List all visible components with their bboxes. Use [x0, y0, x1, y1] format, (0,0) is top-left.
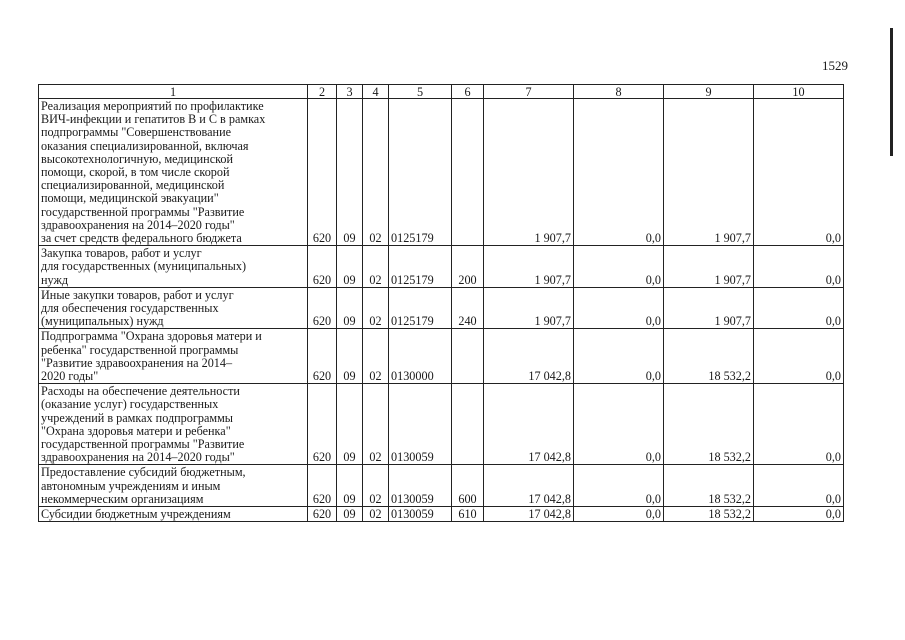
- description-line: государственной программы "Развитие: [41, 437, 245, 452]
- cell-description: [39, 507, 308, 522]
- cell-amount: 0,0: [754, 384, 844, 465]
- cell-expense-type: 610: [452, 507, 484, 522]
- cell-subchapter: 02: [363, 246, 389, 288]
- table-row: [39, 507, 844, 522]
- cell-chapter: 09: [337, 384, 363, 465]
- cell-subchapter: 02: [363, 384, 389, 465]
- cell-target-article: 0130000: [389, 329, 452, 384]
- cell-amount: 17 042,8: [484, 465, 574, 507]
- scan-edge-mark: [890, 28, 893, 156]
- cell-chapter: 09: [337, 287, 363, 329]
- cell-subchapter: 02: [363, 507, 389, 522]
- cell-amount: 0,0: [754, 99, 844, 246]
- cell-amount: 0,0: [754, 507, 844, 522]
- description-line: (оказание услуг) государственных: [41, 397, 219, 412]
- cell-description: [39, 329, 308, 384]
- cell-chapter: 09: [337, 507, 363, 522]
- cell-amount: 1 907,7: [484, 246, 574, 288]
- cell-description: [39, 287, 308, 329]
- cell-chapter: 09: [337, 246, 363, 288]
- cell-expense-type: [452, 329, 484, 384]
- cell-section: 620: [308, 287, 337, 329]
- cell-expense-type: 600: [452, 465, 484, 507]
- description-line: "Развитие здравоохранения на 2014–: [41, 355, 233, 370]
- cell-amount: 0,0: [574, 507, 664, 522]
- description-line: Реализация мероприятий по профилактике: [41, 99, 264, 113]
- cell-amount: 1 907,7: [664, 246, 754, 288]
- description-line: специализированной, медицинской: [41, 178, 225, 193]
- cell-amount: 0,0: [574, 246, 664, 288]
- cell-expense-type: 200: [452, 246, 484, 288]
- cell-section: 620: [308, 329, 337, 384]
- description-line: Закупка товаров, работ и услуг: [41, 246, 202, 261]
- cell-amount: 18 532,2: [664, 329, 754, 384]
- cell-amount: 1 907,7: [664, 99, 754, 246]
- description-line: здравоохранения на 2014–2020 годы": [41, 450, 235, 465]
- description-line: подпрограммы "Совершенствование: [41, 125, 231, 140]
- cell-amount: 0,0: [574, 329, 664, 384]
- cell-subchapter: 02: [363, 99, 389, 246]
- description-line: некоммерческим организациям: [41, 491, 204, 506]
- description-line: за счет средств федерального бюджета: [41, 231, 242, 246]
- column-header: 3: [337, 85, 363, 99]
- description-line: помощи, скорой, в том числе скорой: [41, 165, 230, 180]
- cell-subchapter: 02: [363, 287, 389, 329]
- description-line: для обеспечения государственных: [41, 301, 219, 316]
- column-header: 4: [363, 85, 389, 99]
- cell-description: [39, 99, 308, 246]
- cell-subchapter: 02: [363, 329, 389, 384]
- cell-chapter: 09: [337, 465, 363, 507]
- table-row: [39, 99, 844, 246]
- cell-amount: 1 907,7: [484, 99, 574, 246]
- description-line: Подпрограмма "Охрана здоровья матери и: [41, 329, 262, 344]
- column-header: 5: [389, 85, 452, 99]
- cell-description: [39, 246, 308, 288]
- description-line: 2020 годы": [41, 369, 99, 384]
- cell-expense-type: 240: [452, 287, 484, 329]
- description-line: здравоохранения на 2014–2020 годы": [41, 217, 235, 232]
- description-line: государственной программы "Развитие: [41, 204, 245, 219]
- cell-section: 620: [308, 384, 337, 465]
- description-line: Предоставление субсидий бюджетным,: [41, 465, 246, 480]
- description-line: помощи, медицинской эвакуации": [41, 191, 219, 206]
- cell-section: 620: [308, 246, 337, 288]
- table-header-row: [39, 85, 844, 99]
- cell-subchapter: 02: [363, 465, 389, 507]
- cell-amount: 18 532,2: [664, 384, 754, 465]
- description-line: высокотехнологичную, медицинской: [41, 151, 234, 166]
- cell-description: [39, 465, 308, 507]
- column-header: 8: [574, 85, 664, 99]
- description-line: Расходы на обеспечение деятельности: [41, 384, 240, 399]
- table-row: [39, 384, 844, 465]
- cell-amount: 0,0: [754, 246, 844, 288]
- cell-section: 620: [308, 99, 337, 246]
- description-line: ВИЧ-инфекции и гепатитов B и C в рамках: [41, 112, 266, 127]
- cell-section: 620: [308, 507, 337, 522]
- table-row: [39, 465, 844, 507]
- cell-amount: 0,0: [754, 329, 844, 384]
- description-line: Субсидии бюджетным учреждениям: [41, 507, 231, 522]
- cell-amount: 0,0: [574, 99, 664, 246]
- description-line: для государственных (муниципальных): [41, 259, 247, 274]
- description-line: Иные закупки товаров, работ и услуг: [41, 287, 234, 302]
- column-header: 9: [664, 85, 754, 99]
- description-line: ребенка" государственной программы: [41, 342, 239, 357]
- description-line: автономным учреждениям и иным: [41, 478, 221, 493]
- table-row: [39, 287, 844, 329]
- cell-amount: 17 042,8: [484, 384, 574, 465]
- cell-target-article: 0130059: [389, 384, 452, 465]
- table-row: [39, 246, 844, 288]
- description-line: учреждений в рамках подпрограммы: [41, 410, 233, 425]
- cell-section: 620: [308, 465, 337, 507]
- description-line: (муниципальных) нужд: [41, 314, 164, 329]
- cell-target-article: 0130059: [389, 507, 452, 522]
- column-header: 6: [452, 85, 484, 99]
- column-header: 1: [39, 85, 308, 99]
- cell-amount: 0,0: [754, 287, 844, 329]
- description-line: нужд: [41, 272, 69, 287]
- page-number: 1529: [822, 58, 848, 73]
- cell-amount: 0,0: [574, 384, 664, 465]
- column-header: 10: [754, 85, 844, 99]
- column-header: 7: [484, 85, 574, 99]
- cell-amount: 18 532,2: [664, 507, 754, 522]
- cell-expense-type: [452, 99, 484, 246]
- cell-amount: 0,0: [754, 465, 844, 507]
- description-line: "Охрана здоровья матери и ребенка": [41, 423, 231, 438]
- cell-chapter: 09: [337, 99, 363, 246]
- cell-amount: 17 042,8: [484, 507, 574, 522]
- cell-target-article: 0125179: [389, 287, 452, 329]
- column-header: 2: [308, 85, 337, 99]
- budget-table: [38, 84, 844, 522]
- cell-amount: 0,0: [574, 287, 664, 329]
- cell-expense-type: [452, 384, 484, 465]
- cell-amount: 18 532,2: [664, 465, 754, 507]
- cell-target-article: 0130059: [389, 465, 452, 507]
- cell-chapter: 09: [337, 329, 363, 384]
- cell-amount: 0,0: [574, 465, 664, 507]
- cell-target-article: 0125179: [389, 246, 452, 288]
- cell-description: [39, 384, 308, 465]
- cell-amount: 1 907,7: [484, 287, 574, 329]
- table-row: [39, 329, 844, 384]
- description-line: оказания специализированной, включая: [41, 138, 249, 153]
- cell-amount: 1 907,7: [664, 287, 754, 329]
- cell-amount: 17 042,8: [484, 329, 574, 384]
- cell-target-article: 0125179: [389, 99, 452, 246]
